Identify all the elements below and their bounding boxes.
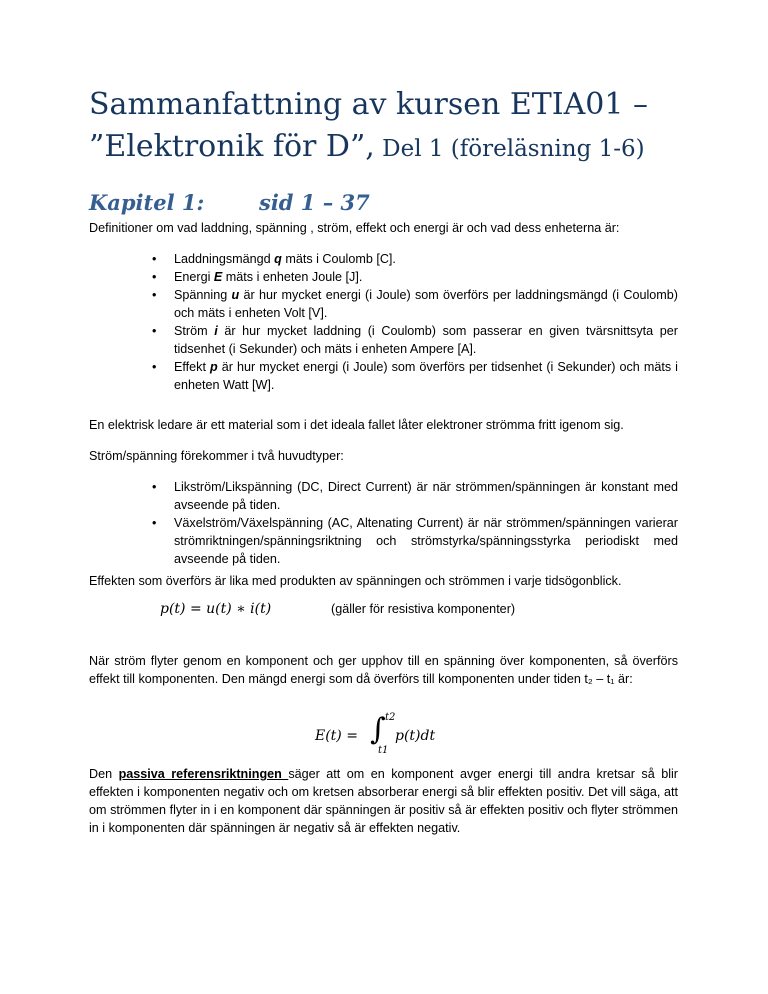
passive-reference-term: passiva referensriktningen [118, 767, 289, 781]
power-formula: p(t) = u(t) ∗ i(t) [160, 601, 272, 617]
symbol: q [274, 252, 282, 266]
type-item: • Likström/Likspänning (DC, Direct Current) är när strömmen/spänningen är konstant med avseende på tiden. [174, 478, 678, 514]
types-list [174, 478, 678, 568]
intro-paragraph: Definitioner om vad laddning, spänning , ström, effekt och energi är och vad dess enheterna är: [89, 221, 620, 235]
symbol: i [214, 324, 218, 338]
power-paragraph: Effekten som överförs är lika med produkten av spänningen och strömmen i varje tidsögonblick. [89, 574, 622, 588]
conductor-paragraph: En elektrisk ledare är ett material som i det ideala fallet låter elektroner strömma fritt igenom sig. [89, 418, 624, 432]
title-line-2: ”Elektronik för D”, [89, 129, 375, 164]
energy-paragraph: När ström flyter genom en komponent och ger upphov till en spänning över komponenten, så överförs effekt till komponenten. Den mängd energi som då överförs till komponenten under tiden t₂ – t₁ är: [89, 654, 678, 686]
type-item: • Växelström/Växelspänning (AC, Altenating Current) är när strömmen/spänningen varierar strömriktningen/spänningsriktning och strömstyrka/spänningsstyrka periodiskt med avseende på tiden. [174, 514, 678, 568]
types-intro-paragraph: Ström/spänning förekommer i två huvudtyper: [89, 449, 344, 463]
definition-item: • Ström i är hur mycket laddning (i Coulomb) som passerar en given tvärsnittsyta per tidsenhet (i Sekunder) och mäts i enheten Ampere [A]. [174, 322, 678, 358]
integral-sign-icon: ∫ [370, 712, 386, 747]
chapter-label: Kapitel 1: [89, 190, 205, 215]
chapter-pages: sid 1 – 37 [259, 190, 370, 215]
symbol: u [231, 288, 240, 302]
chapter-heading [89, 190, 370, 215]
integral-lower-limit: t1 [378, 745, 389, 756]
passive-reference-paragraph: Den passiva referensriktningen säger att om en komponent avger energi till andra kretsar så blir effekten i komponenten negativ och om kretsen absorberar energi så blir effekten positiv. Det vill säga, att om strömmen flyter in i en komponent där spänningen är positiv så är effekten positiv och flyter strömmen in i komponenten där spänningen är negativ så är effekten negativ. [89, 767, 678, 835]
definition-item: • Spänning u är hur mycket energi (i Joule) som överförs per laddningsmängd (i Coulomb) och mäts i enheten Volt [V]. [174, 286, 678, 322]
document-title [89, 84, 729, 170]
definitions-list [174, 250, 678, 394]
symbol: p [210, 360, 218, 374]
power-formula-note: (gäller för resistiva komponenter) [331, 602, 516, 616]
integral-upper-limit: t2 [385, 712, 396, 723]
definition-item: • Laddningsmängd q mäts i Coulomb [C]. [174, 250, 678, 268]
definition-item: • Energi E mäts i enheten Joule [J]. [174, 268, 678, 286]
energy-formula-lhs: E(t) = [315, 728, 358, 744]
symbol: E [213, 270, 223, 284]
definition-item: • Effekt p är hur mycket energi (i Joule) som överförs per tidsenhet (i Sekunder) och mäts i enheten Watt [W]. [174, 358, 678, 394]
title-line-1: Sammanfattning av kursen ETIA01 – [89, 87, 648, 122]
title-line-2-subtitle: Del 1 (föreläsning 1-6) [374, 136, 645, 162]
energy-formula-integrand: p(t)dt [395, 728, 436, 744]
